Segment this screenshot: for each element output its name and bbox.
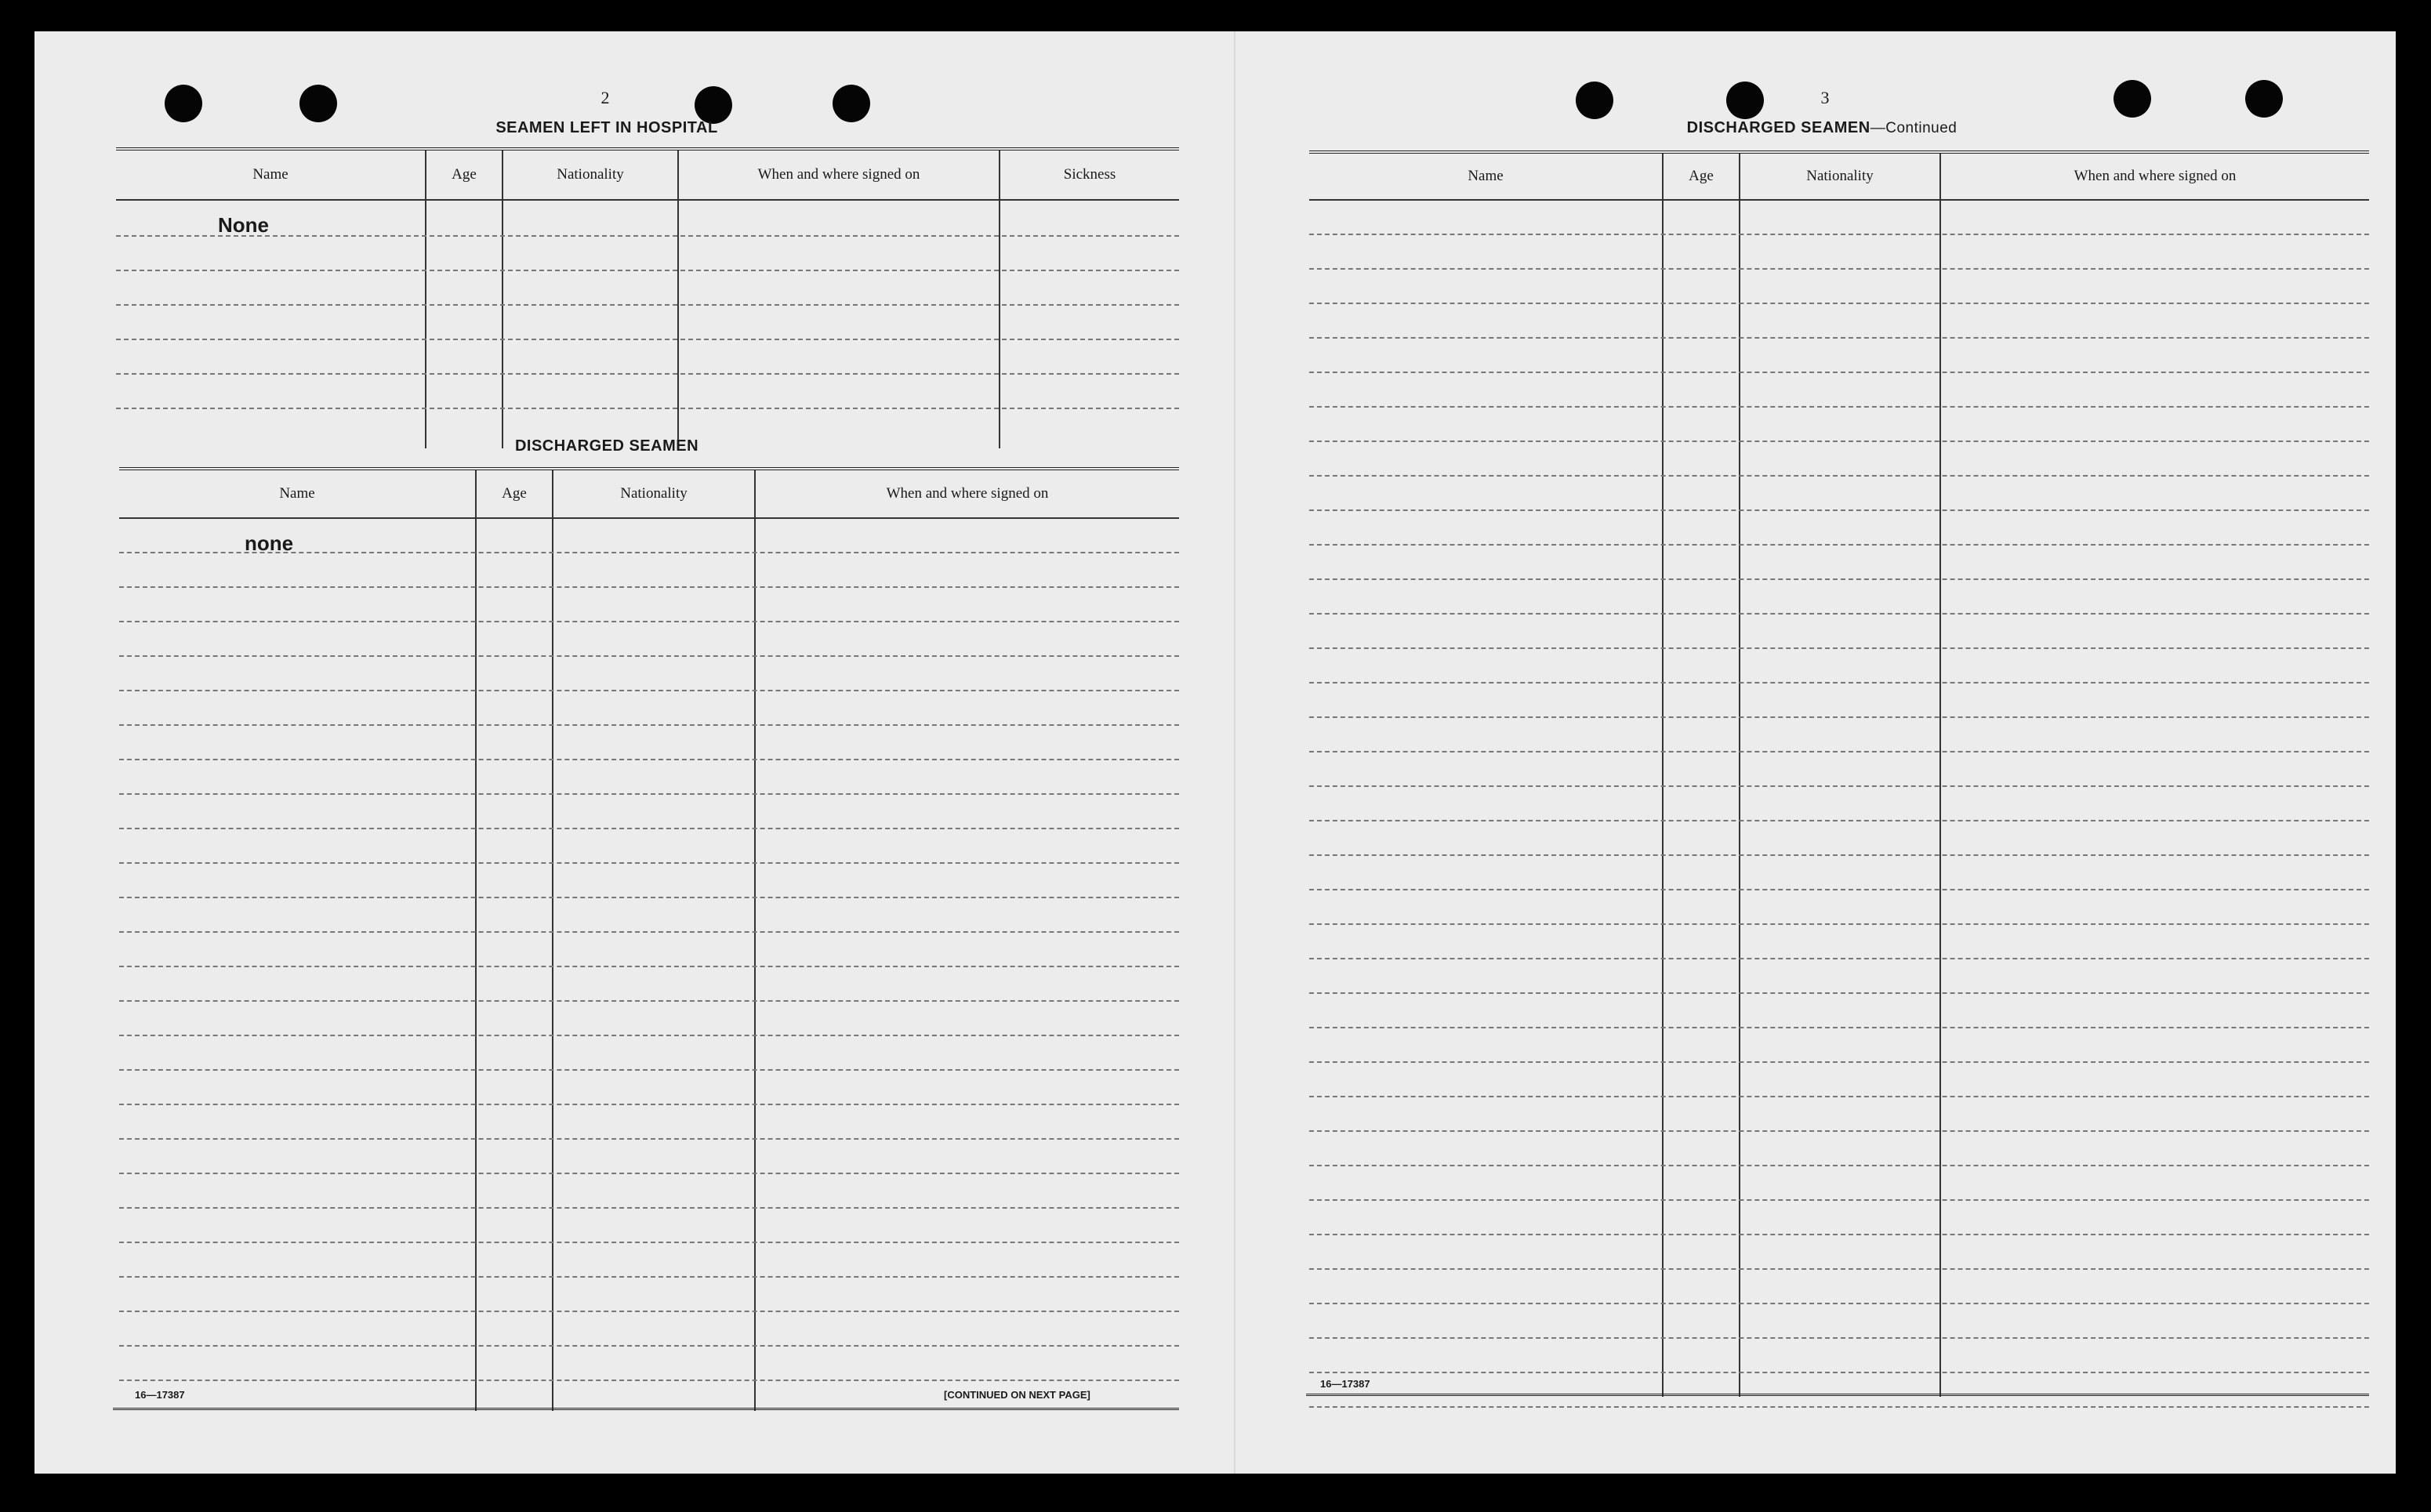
form-row-line <box>1309 1303 2369 1304</box>
form-row-line <box>119 1345 1179 1347</box>
form-row-line <box>119 1242 1179 1243</box>
form-row-line <box>119 724 1179 726</box>
hospital-section-title: SEAMEN LEFT IN HOSPITAL <box>495 119 718 136</box>
column-divider <box>677 150 679 448</box>
continued-suffix: —Continued <box>1870 120 1957 136</box>
form-row-line <box>1309 1372 2369 1373</box>
punch-hole <box>695 86 732 124</box>
form-row-line <box>119 586 1179 588</box>
form-row-line <box>1309 1199 2369 1201</box>
form-code-left: 16—17387 <box>135 1389 185 1401</box>
form-row-line <box>119 828 1179 829</box>
discharged-table-header <box>119 470 1179 519</box>
form-row-line <box>119 793 1179 795</box>
form-row-line <box>1309 613 2369 615</box>
discharged-entry-name: none <box>245 531 294 555</box>
column-header-age: Age <box>452 166 477 183</box>
form-row-line <box>1309 1027 2369 1028</box>
column-divider <box>1739 154 1740 1397</box>
form-row-line <box>1309 303 2369 304</box>
bottom-rule-left <box>113 1408 1179 1410</box>
hospital-table <box>116 147 1179 448</box>
form-row-line <box>119 1000 1179 1002</box>
form-row-line <box>1309 854 2369 856</box>
form-row-line <box>1309 372 2369 373</box>
form-row-line <box>1309 820 2369 821</box>
column-divider <box>475 470 477 1411</box>
form-row-line <box>119 931 1179 933</box>
form-row-line <box>116 339 1179 340</box>
document-sheet <box>34 31 2396 1474</box>
form-row-line <box>116 408 1179 409</box>
form-row-line <box>1309 578 2369 580</box>
form-row-line <box>1309 1406 2369 1408</box>
form-row-line <box>1309 992 2369 994</box>
form-row-line <box>1309 647 2369 649</box>
column-divider <box>502 150 503 448</box>
form-row-line <box>119 1311 1179 1312</box>
form-row-line <box>119 1069 1179 1071</box>
column-header-signed-on: When and where signed on <box>886 485 1049 502</box>
form-row-line <box>1309 682 2369 683</box>
discharged-continued-title-text: DISCHARGED SEAMEN <box>1686 119 1870 136</box>
discharged-table-left <box>119 467 1179 1411</box>
column-divider <box>425 150 426 448</box>
form-row-line <box>119 655 1179 657</box>
column-header-name: Name <box>279 485 315 502</box>
form-row-line <box>1309 1165 2369 1166</box>
column-header-name: Name <box>252 166 288 183</box>
form-row-line <box>119 1035 1179 1036</box>
form-row-line <box>116 270 1179 271</box>
form-row-line <box>119 897 1179 898</box>
punch-hole <box>2114 80 2151 118</box>
form-row-line <box>1309 1337 2369 1339</box>
column-divider <box>1939 154 1941 1397</box>
column-header-sickness: Sickness <box>1063 166 1116 183</box>
column-header-nationality: Nationality <box>557 166 624 183</box>
form-row-line <box>119 759 1179 760</box>
form-row-line <box>119 1207 1179 1209</box>
form-row-line <box>119 621 1179 622</box>
form-row-line <box>116 235 1179 237</box>
punch-hole <box>1576 82 1613 119</box>
column-divider <box>1662 154 1664 1397</box>
page-number-right: 3 <box>1820 88 1830 107</box>
column-header-age: Age <box>502 485 527 502</box>
column-header-nationality: Nationality <box>620 485 688 502</box>
form-row-line <box>1309 1234 2369 1235</box>
form-row-line <box>1309 441 2369 442</box>
form-row-line <box>1309 1268 2369 1270</box>
punch-hole <box>1726 82 1764 119</box>
form-row-line <box>119 1276 1179 1278</box>
form-row-line <box>119 552 1179 553</box>
column-divider <box>999 150 1000 448</box>
page-fold <box>1234 31 1235 1474</box>
column-divider <box>754 470 756 1411</box>
form-row-line <box>1309 509 2369 511</box>
form-row-line <box>1309 751 2369 752</box>
form-row-line <box>1309 1130 2369 1132</box>
form-row-line <box>119 966 1179 967</box>
form-row-line <box>119 1104 1179 1105</box>
form-row-line <box>1309 406 2369 408</box>
punch-hole <box>833 85 870 122</box>
form-row-line <box>1309 785 2369 787</box>
column-header-name: Name <box>1468 168 1504 184</box>
form-row-line <box>119 1138 1179 1140</box>
form-row-line <box>116 373 1179 375</box>
column-header-signed-on: When and where signed on <box>2074 168 2237 184</box>
column-header-signed-on: When and where signed on <box>757 166 920 183</box>
form-code-right: 16—17387 <box>1320 1378 1370 1390</box>
form-row-line <box>1309 337 2369 339</box>
form-row-line <box>1309 716 2369 718</box>
column-divider <box>552 470 553 1411</box>
column-header-age: Age <box>1689 168 1714 184</box>
continued-note: [CONTINUED ON NEXT PAGE] <box>944 1389 1090 1401</box>
form-row-line <box>1309 475 2369 477</box>
form-row-line <box>119 690 1179 691</box>
form-row-line <box>1309 1061 2369 1063</box>
form-row-line <box>1309 234 2369 235</box>
form-row-line <box>119 1173 1179 1174</box>
discharged-table-right <box>1309 150 2369 1397</box>
form-row-line <box>119 862 1179 864</box>
punch-hole <box>2245 80 2283 118</box>
column-header-nationality: Nationality <box>1806 168 1874 184</box>
form-row-line <box>1309 958 2369 959</box>
hospital-entry-name: None <box>218 213 269 237</box>
form-row-line <box>1309 268 2369 270</box>
form-row-line <box>119 1380 1179 1381</box>
page-number-left: 2 <box>600 88 610 107</box>
form-row-line <box>1309 1096 2369 1097</box>
discharged-continued-title <box>1634 119 2010 137</box>
bottom-rule-right <box>1306 1394 2369 1396</box>
punch-hole <box>299 85 337 122</box>
form-row-line <box>1309 889 2369 890</box>
form-row-line <box>1309 923 2369 925</box>
hospital-table-header <box>116 150 1179 201</box>
discharged-section-title: DISCHARGED SEAMEN <box>514 437 699 455</box>
punch-hole <box>165 85 202 122</box>
discharged-continued-table-header <box>1309 154 2369 201</box>
form-row-line <box>1309 544 2369 546</box>
form-row-line <box>116 304 1179 306</box>
